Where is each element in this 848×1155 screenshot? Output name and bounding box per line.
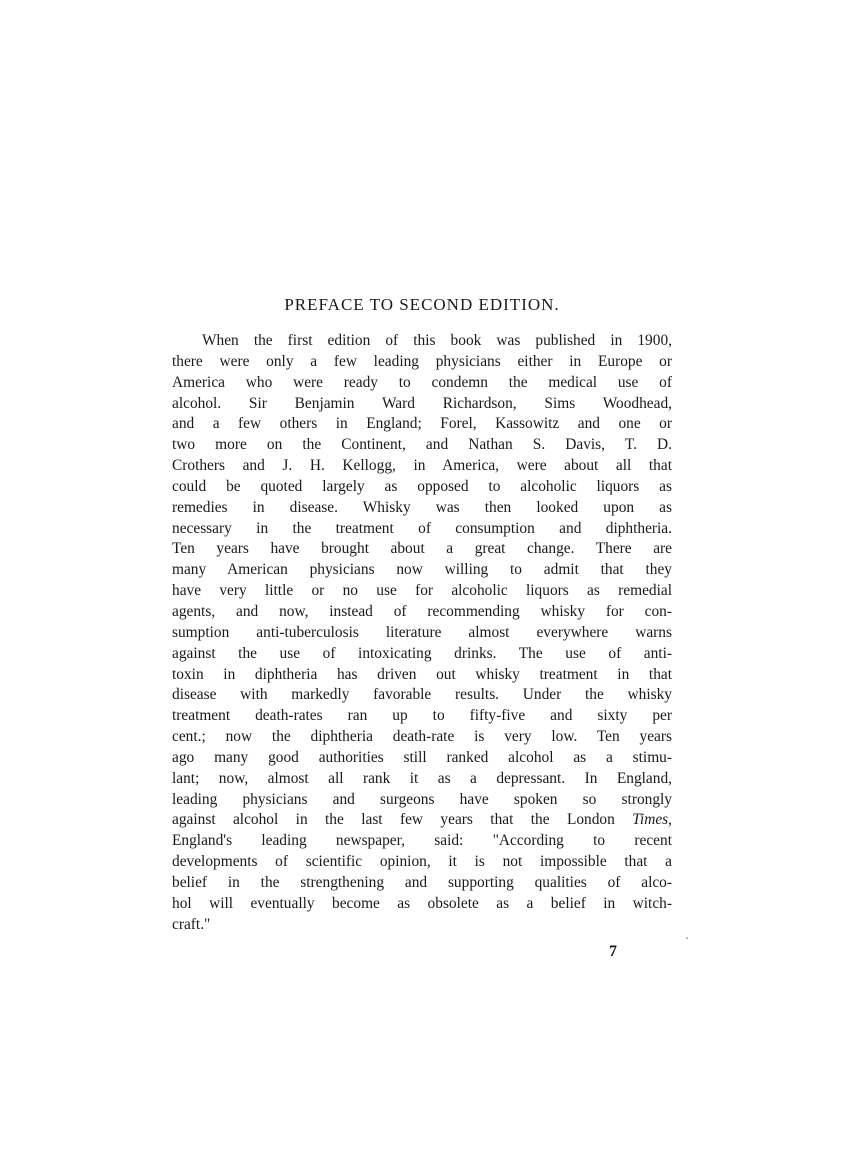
text-line: toxin in diphtheria has driven out whisky treatment in that — [172, 665, 672, 683]
text-line: developments of scientific opinion, it is not impossible that a — [172, 853, 672, 871]
text-line: treatment death-rates ran up to fifty-five and sixty per — [172, 707, 672, 725]
text-line: England's leading newspaper, said: "According to recent — [172, 832, 672, 850]
page-heading: PREFACE TO SECOND EDITION. — [284, 295, 560, 314]
page-number: 7 — [609, 943, 617, 960]
text-line: there were only a few leading physicians either in Europe or — [172, 352, 672, 370]
text-line: ago many good authorities still ranked alcohol as a stimu- — [172, 748, 672, 766]
text-line: against the use of intoxicating drinks. The use of anti- — [172, 644, 672, 662]
text-line: When the first edition of this book was published in 1900, — [202, 332, 672, 349]
preface-paragraph — [172, 331, 672, 935]
newspaper-name: Times — [632, 811, 669, 829]
text-line: necessary in the treatment of consumption and diphtheria. — [172, 519, 672, 537]
text-line: have very little or no use for alcoholic liquors as remedial — [172, 582, 672, 600]
text-line: America who were ready to condemn the medical use of — [172, 373, 672, 391]
text-line: and a few others in England; Forel, Kassowitz and one or — [172, 415, 672, 433]
text-line: cent.; now the diphtheria death-rate is very low. Ten years — [172, 728, 672, 746]
text-line: belief in the strengthening and supporting qualities of alco- — [172, 873, 672, 891]
text-line: Ten years have brought about a great change. There are — [172, 540, 672, 558]
text-line: many American physicians now willing to admit that they — [172, 561, 672, 579]
text-line: two more on the Continent, and Nathan S. Davis, T. D. — [172, 436, 672, 454]
text-line: hol will eventually become as obsolete as a belief in witch- — [172, 894, 672, 912]
text-line: alcohol. Sir Benjamin Ward Richardson, Sims Woodhead, — [172, 394, 672, 412]
text-line: remedies in disease. Whisky was then looked upon as — [172, 498, 672, 516]
text-line: against alcohol in the last few years that the London Times, — [172, 811, 672, 829]
text-line: agents, and now, instead of recommending whisky for con- — [172, 602, 672, 620]
text-line: disease with markedly favorable results. Under the whisky — [172, 686, 672, 704]
text-line: leading physicians and surgeons have spoken so strongly — [172, 790, 672, 808]
text-line: lant; now, almost all rank it as a depressant. In England, — [172, 769, 672, 787]
scan-speck — [686, 937, 688, 939]
text-line: could be quoted largely as opposed to alcoholic liquors as — [172, 477, 672, 495]
text-line: Crothers and J. H. Kellogg, in America, were about all that — [172, 457, 672, 475]
text-line: craft." — [172, 915, 211, 933]
text-line: sumption anti-tuberculosis literature almost everywhere warns — [172, 623, 672, 641]
